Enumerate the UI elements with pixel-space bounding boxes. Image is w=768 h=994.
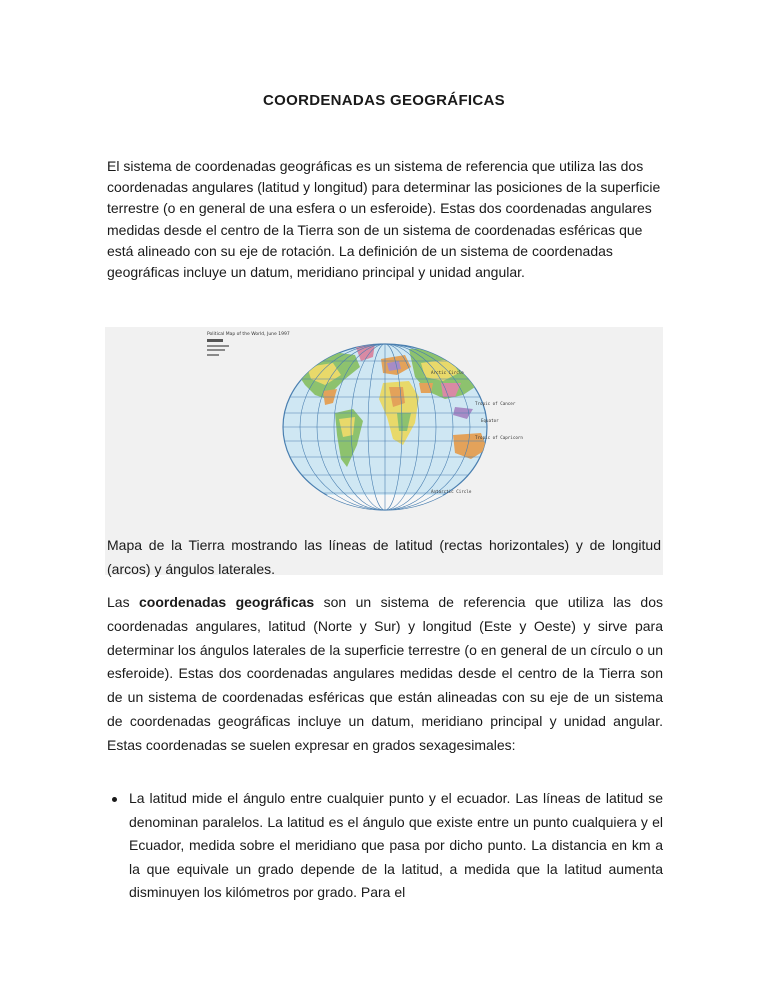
equator-label: Equator xyxy=(481,418,499,423)
list-item-text: La latitud mide el ángulo entre cualquier punto y el ecuador. Las líneas de latitud se denominan paralelos. La latitud es el ángulo que existe entre un punto cualquiera y el Ecuador, medida sobre el meridiano que pasa por dicho punto. La distancia en km a la que equivale un grado depende de la latitud, a medida que la latitud aumenta disminuyen los kilómetros por grado. Para el xyxy=(129,790,663,901)
arctic-circle-label: Arctic Circle xyxy=(431,370,464,375)
world-map-image xyxy=(205,327,565,527)
intro-paragraph: El sistema de coordenadas geográficas es un sistema de referencia que utiliza las dos coordenadas angulares (latitud y longitud) para determinar las posiciones de la superficie terrestre (o en general de una esfera o un esferoide). Estas dos coordenadas angulares medidas desde el centro de la Tierra son de un sistema de coordenadas esféricas que está alineado con su eje de rotación. La definición de un sistema de coordenadas geográficas incluye un datum, meridiano principal y unidad angular. xyxy=(107,158,661,281)
map-title-label: Political Map of the World, June 1997 xyxy=(207,332,290,337)
map-legend xyxy=(207,339,229,356)
paragraph-lead: Las xyxy=(107,594,140,610)
map-figure xyxy=(105,327,663,575)
tropic-capricorn-label: Tropic of Capricorn xyxy=(475,435,523,440)
figure-caption: Mapa de la Tierra mostrando las líneas de latitud (rectas horizontales) y de longitud (arcos) y ángulos laterales. xyxy=(107,537,661,577)
paragraph-rest: son un sistema de referencia que utiliza las dos coordenadas angulares, latitud (Norte y Sur) y longitud (Este y Oeste) y sirve para determinar los ángulos laterales de la superficie terrestre (o en general de un círculo o un esferoide). Estas dos coordenadas angulares medidas desde el centro de la Tierra son de un sistema de coordenadas esféricas que están alineadas con su eje de un sistema de coordenadas geográficas incluye un datum, meridiano principal y unidad angular. Estas coordenadas se suelen expresar en grados sexagesimales: xyxy=(107,594,663,753)
paragraph-bold-term: coordenadas geográficas xyxy=(139,594,315,610)
coordinates-paragraph xyxy=(107,591,663,758)
document-title: COORDENADAS GEOGRÁFICAS xyxy=(263,92,505,109)
tropic-cancer-label: Tropic of Cancer xyxy=(475,401,516,406)
antarctic-circle-label: Antarctic Circle xyxy=(431,489,472,494)
bullet-icon xyxy=(112,797,117,802)
